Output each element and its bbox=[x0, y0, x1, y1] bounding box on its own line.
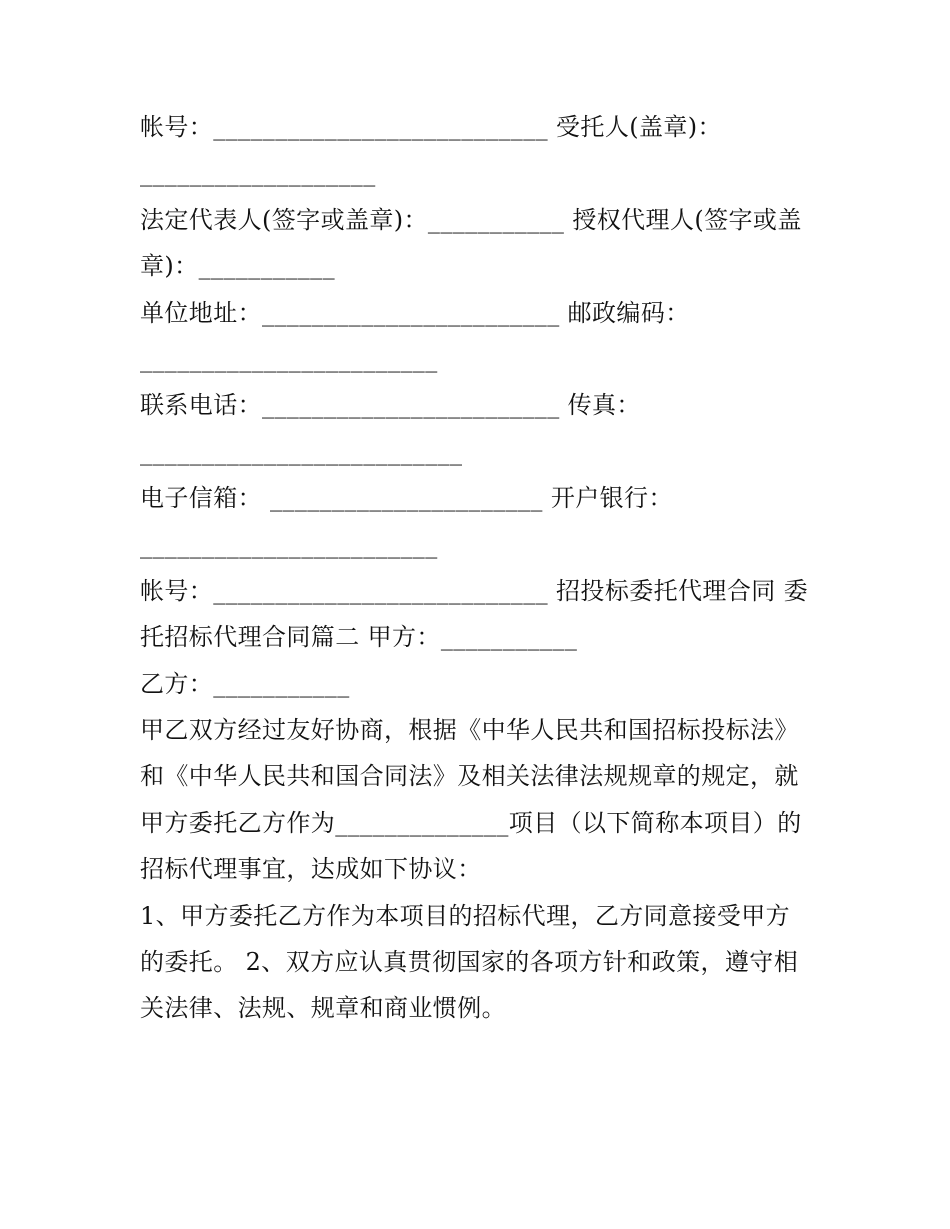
text-line: ___________________ bbox=[140, 159, 376, 188]
text-line: 乙方：___________ bbox=[140, 669, 350, 698]
text-line: 电子信箱： ______________________ 开户银行： bbox=[140, 484, 673, 513]
text-line: 单位地址：________________________ 邮政编码： bbox=[140, 298, 690, 327]
text-line: ________________________ bbox=[140, 530, 438, 559]
text-line: 联系电话：________________________ 传真： bbox=[140, 391, 641, 420]
text-line: 帐号：___________________________ 受托人(盖章)： bbox=[140, 113, 722, 141]
text-line: 甲乙双方经过友好协商，根据《中华人民共和国招标投标法》 bbox=[140, 716, 799, 745]
document-body bbox=[140, 104, 820, 1032]
text-line: 1、甲方委托乙方作为本项目的招标代理，乙方同意接受甲方 bbox=[140, 901, 791, 930]
text-line: 招标代理事宜，达成如下协议： bbox=[140, 855, 482, 884]
text-line: 甲方委托乙方作为______________项目（以下简称本项目）的 bbox=[140, 808, 802, 837]
text-line: 法定代表人(签字或盖章)：___________ 授权代理人(签字或盖 bbox=[140, 205, 802, 234]
text-line: __________________________ bbox=[140, 437, 463, 466]
text-line: 和《中华人民共和国合同法》及相关法律法规规章的规定，就 bbox=[140, 762, 799, 791]
text-line: 关法律、法规、规章和商业惯例。 bbox=[140, 994, 506, 1023]
text-line: 章)：___________ bbox=[140, 252, 335, 281]
text-line: 帐号：___________________________ 招投标委托代理合同 委 bbox=[140, 576, 809, 605]
text-line: ________________________ bbox=[140, 344, 438, 373]
text-line: 的委托。 2、双方应认真贯彻国家的各项方针和政策，遵守相 bbox=[140, 948, 799, 977]
text-line: 托招标代理合同篇二 甲方：___________ bbox=[140, 623, 578, 652]
